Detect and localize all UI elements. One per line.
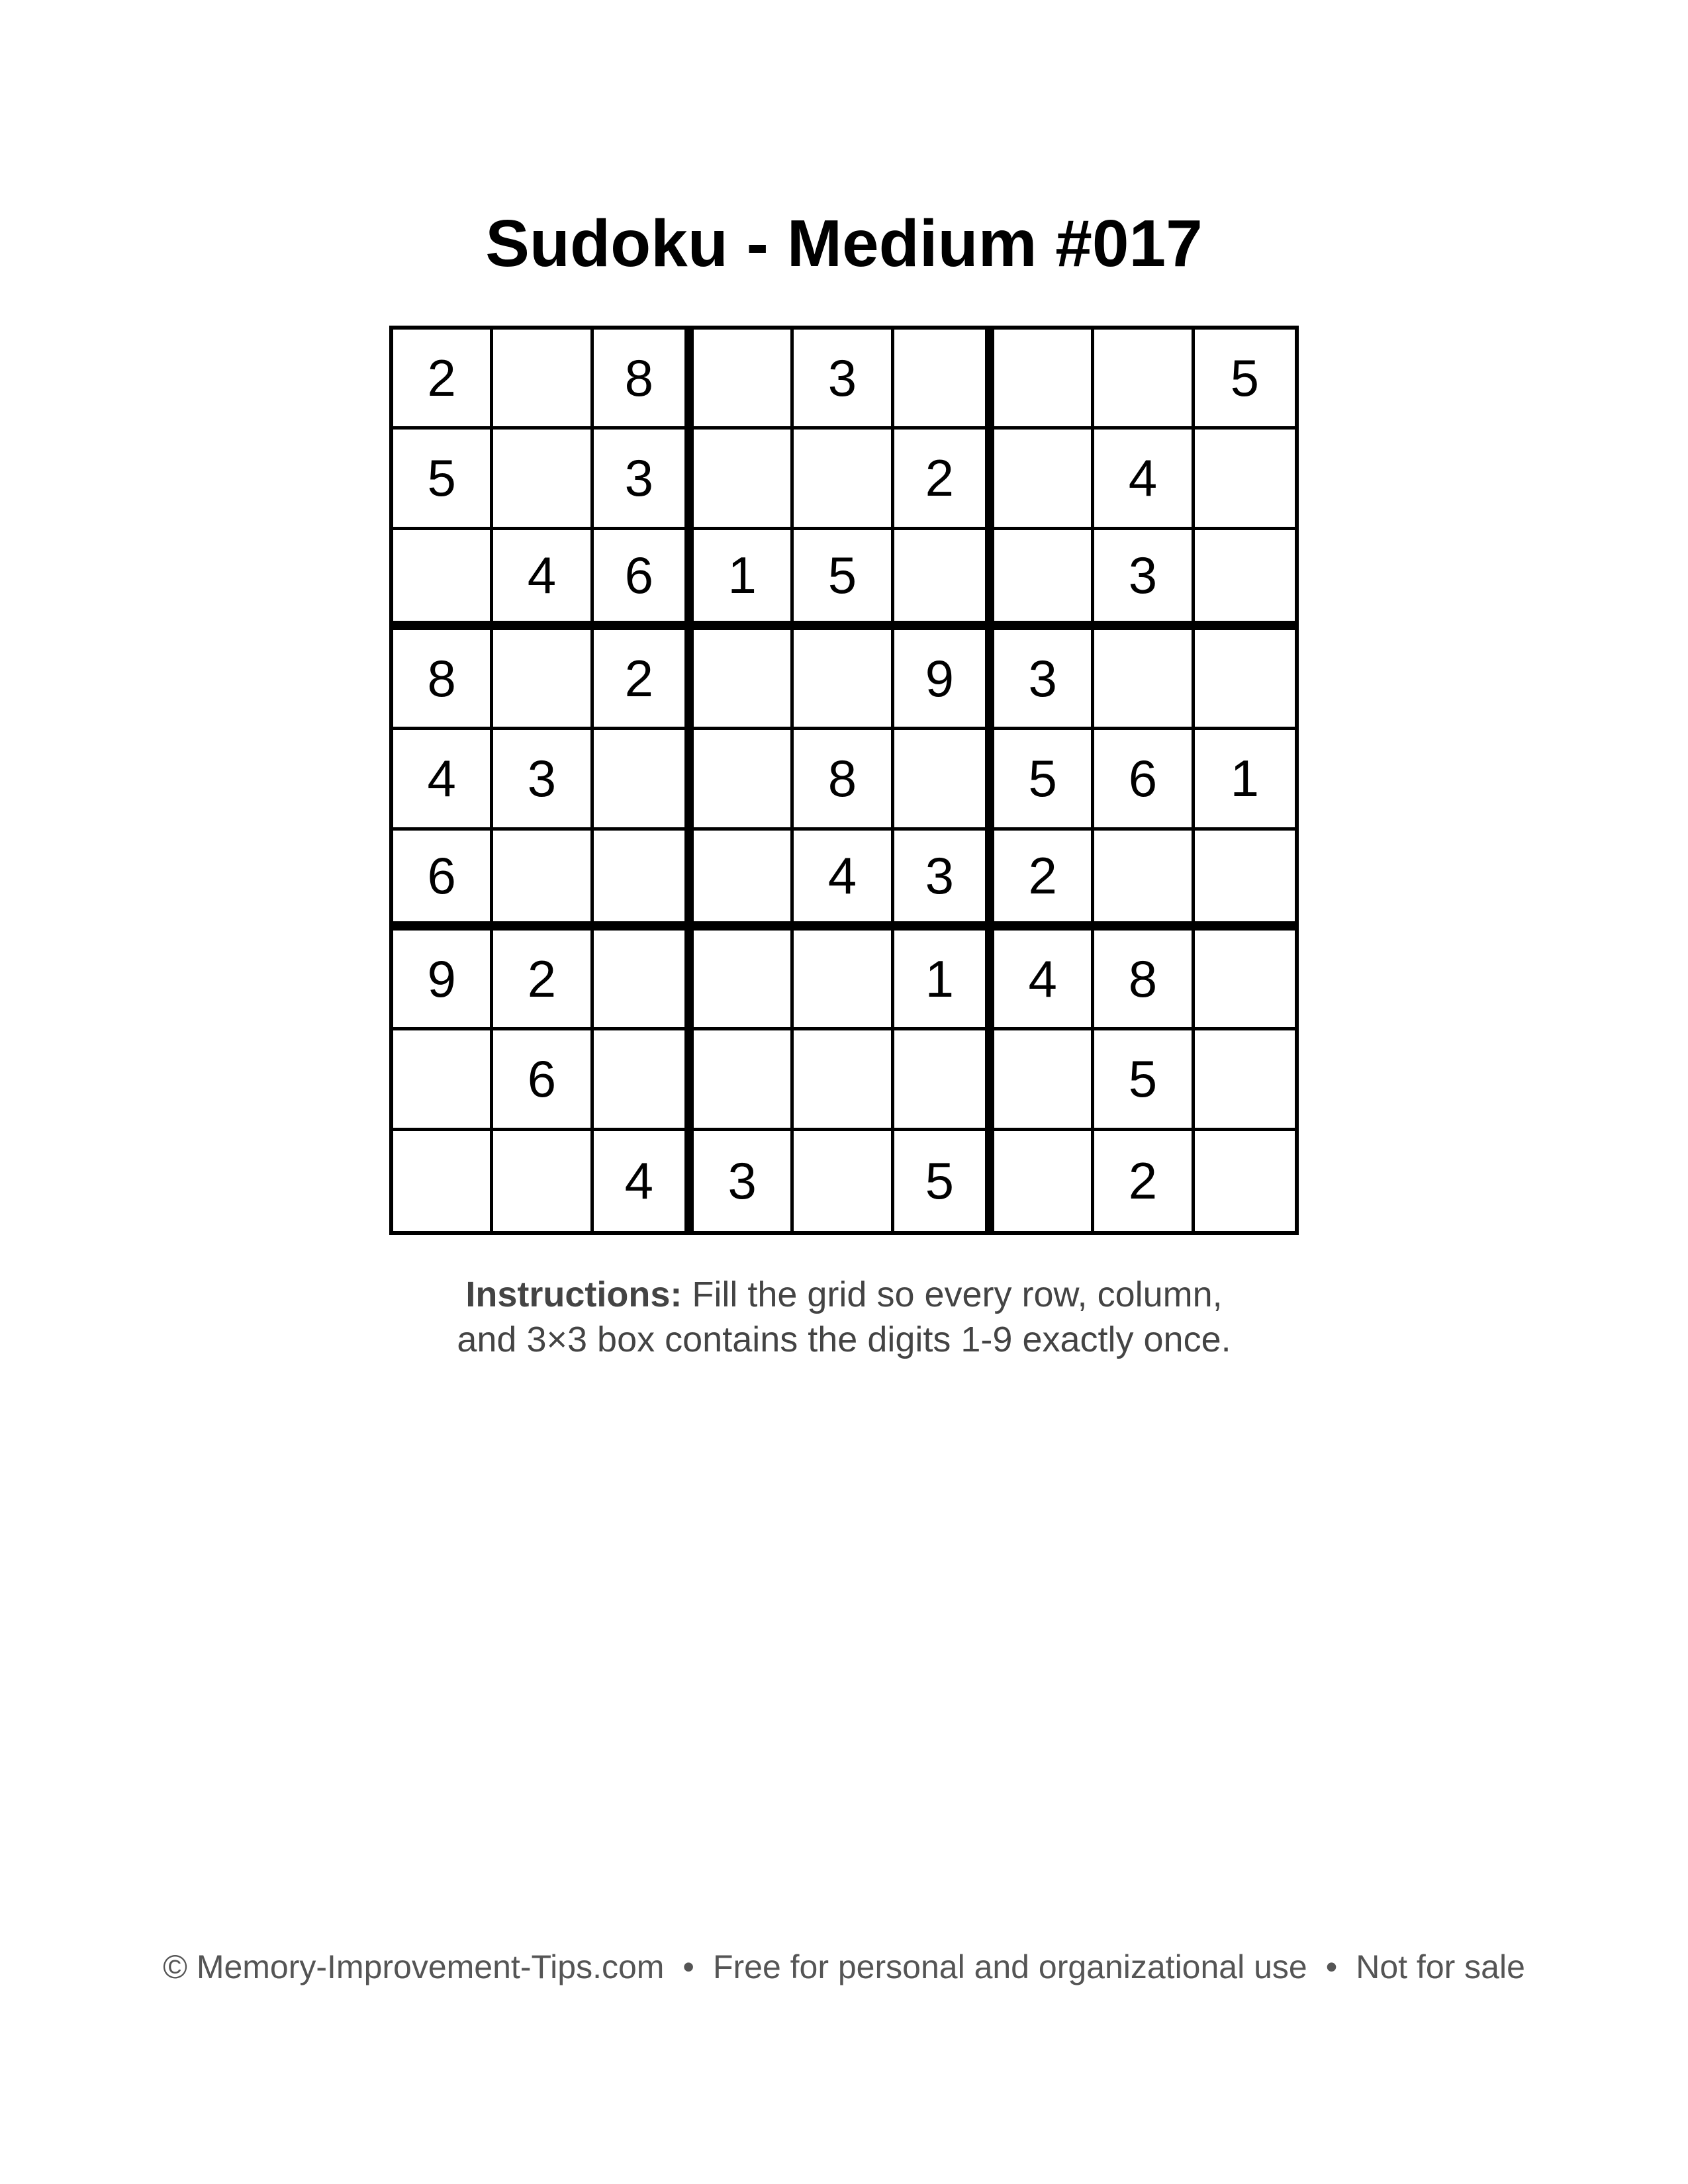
sudoku-cell[interactable] bbox=[694, 330, 794, 430]
sudoku-grid bbox=[389, 326, 1299, 1235]
sudoku-cell[interactable]: 6 bbox=[393, 831, 493, 931]
sudoku-cell[interactable] bbox=[1195, 530, 1295, 630]
sudoku-cell[interactable] bbox=[694, 931, 794, 1030]
sudoku-cell[interactable] bbox=[994, 1131, 1094, 1231]
sudoku-cell[interactable]: 1 bbox=[694, 530, 794, 630]
sudoku-cell[interactable] bbox=[694, 630, 794, 730]
sudoku-cell[interactable]: 5 bbox=[1094, 1030, 1194, 1130]
sudoku-cell[interactable] bbox=[493, 831, 593, 931]
sudoku-cell[interactable]: 6 bbox=[1094, 730, 1194, 830]
sudoku-cell[interactable] bbox=[694, 831, 794, 931]
sudoku-cell[interactable] bbox=[493, 330, 593, 430]
sudoku-cell[interactable]: 9 bbox=[894, 630, 994, 730]
sudoku-cell[interactable] bbox=[1195, 1030, 1295, 1130]
instructions-label: Instructions: bbox=[465, 1275, 682, 1314]
sudoku-cell[interactable] bbox=[794, 430, 894, 529]
sudoku-cell[interactable]: 3 bbox=[694, 1131, 794, 1231]
sudoku-cell[interactable]: 3 bbox=[894, 831, 994, 931]
sudoku-cell[interactable] bbox=[794, 630, 894, 730]
sudoku-cell[interactable] bbox=[794, 1131, 894, 1231]
footer-copyright: © Memory-Improvement-Tips.com bbox=[163, 1948, 665, 1985]
sudoku-cell[interactable] bbox=[994, 530, 1094, 630]
sudoku-cell[interactable]: 3 bbox=[994, 630, 1094, 730]
sudoku-cell[interactable] bbox=[1195, 831, 1295, 931]
sudoku-cell[interactable]: 4 bbox=[994, 931, 1094, 1030]
sudoku-cell[interactable] bbox=[1195, 1131, 1295, 1231]
sudoku-cell[interactable] bbox=[894, 730, 994, 830]
sudoku-cell[interactable] bbox=[694, 730, 794, 830]
instructions bbox=[0, 1272, 1688, 1362]
sudoku-cell[interactable]: 4 bbox=[594, 1131, 694, 1231]
sudoku-cell[interactable] bbox=[594, 931, 694, 1030]
sudoku-cell[interactable]: 2 bbox=[493, 931, 593, 1030]
sudoku-cell[interactable]: 1 bbox=[894, 931, 994, 1030]
sudoku-cell[interactable]: 5 bbox=[393, 430, 493, 529]
sudoku-cell[interactable] bbox=[1094, 831, 1194, 931]
sudoku-cell[interactable] bbox=[994, 430, 1094, 529]
instructions-line-1 bbox=[0, 1272, 1688, 1317]
sudoku-cell[interactable]: 5 bbox=[894, 1131, 994, 1231]
sudoku-cell[interactable]: 2 bbox=[894, 430, 994, 529]
sudoku-cell[interactable] bbox=[994, 330, 1094, 430]
sudoku-cell[interactable] bbox=[1195, 931, 1295, 1030]
sudoku-cell[interactable]: 8 bbox=[794, 730, 894, 830]
sudoku-cell[interactable]: 8 bbox=[594, 330, 694, 430]
sudoku-cell[interactable]: 3 bbox=[1094, 530, 1194, 630]
sudoku-cell[interactable]: 2 bbox=[994, 831, 1094, 931]
sudoku-cell[interactable]: 3 bbox=[493, 730, 593, 830]
sudoku-cell[interactable]: 6 bbox=[594, 530, 694, 630]
sudoku-cell[interactable]: 3 bbox=[594, 430, 694, 529]
sudoku-cell[interactable]: 2 bbox=[594, 630, 694, 730]
footer-separator: • bbox=[1325, 1948, 1338, 1985]
sudoku-cell[interactable]: 8 bbox=[393, 630, 493, 730]
sudoku-cell[interactable] bbox=[1195, 430, 1295, 529]
sudoku-cell[interactable] bbox=[1094, 630, 1194, 730]
sudoku-cell[interactable]: 3 bbox=[794, 330, 894, 430]
sudoku-cell[interactable] bbox=[794, 1030, 894, 1130]
sudoku-cell[interactable]: 4 bbox=[1094, 430, 1194, 529]
sudoku-cell[interactable] bbox=[1094, 330, 1194, 430]
sudoku-cell[interactable] bbox=[393, 530, 493, 630]
sudoku-cell[interactable] bbox=[493, 430, 593, 529]
footer-separator: • bbox=[682, 1948, 694, 1985]
footer-not-for-sale: Not for sale bbox=[1356, 1948, 1525, 1985]
sudoku-cell[interactable] bbox=[694, 430, 794, 529]
sudoku-cell[interactable] bbox=[894, 330, 994, 430]
sudoku-cell[interactable]: 5 bbox=[794, 530, 894, 630]
sudoku-cell[interactable]: 4 bbox=[493, 530, 593, 630]
sudoku-cell[interactable]: 5 bbox=[1195, 330, 1295, 430]
instructions-line-2: and 3×3 box contains the digits 1-9 exactly once. bbox=[457, 1320, 1231, 1359]
sudoku-cell[interactable]: 4 bbox=[794, 831, 894, 931]
sudoku-cell[interactable]: 5 bbox=[994, 730, 1094, 830]
sudoku-cell[interactable] bbox=[393, 1030, 493, 1130]
sudoku-cell[interactable] bbox=[694, 1030, 794, 1130]
sudoku-cell[interactable] bbox=[493, 630, 593, 730]
sudoku-cell[interactable] bbox=[1195, 630, 1295, 730]
sudoku-cell[interactable] bbox=[493, 1131, 593, 1231]
sudoku-cell[interactable]: 6 bbox=[493, 1030, 593, 1130]
footer bbox=[0, 1947, 1688, 1987]
sudoku-cell[interactable]: 2 bbox=[1094, 1131, 1194, 1231]
sudoku-cell[interactable] bbox=[794, 931, 894, 1030]
sudoku-cell[interactable]: 1 bbox=[1195, 730, 1295, 830]
instructions-text-1: Fill the grid so every row, column, bbox=[682, 1275, 1223, 1314]
sudoku-cell[interactable]: 8 bbox=[1094, 931, 1194, 1030]
sudoku-cell[interactable] bbox=[994, 1030, 1094, 1130]
sudoku-cell[interactable]: 4 bbox=[393, 730, 493, 830]
sudoku-cell[interactable] bbox=[894, 1030, 994, 1130]
sudoku-cell[interactable] bbox=[393, 1131, 493, 1231]
sudoku-cell[interactable] bbox=[594, 1030, 694, 1130]
sudoku-cell[interactable]: 9 bbox=[393, 931, 493, 1030]
sudoku-cell[interactable] bbox=[594, 831, 694, 931]
page-title: Sudoku - Medium #017 bbox=[485, 206, 1203, 281]
sudoku-cell[interactable]: 2 bbox=[393, 330, 493, 430]
sudoku-cell[interactable] bbox=[894, 530, 994, 630]
footer-usage: Free for personal and organizational use bbox=[712, 1948, 1307, 1985]
sudoku-cell[interactable] bbox=[594, 730, 694, 830]
